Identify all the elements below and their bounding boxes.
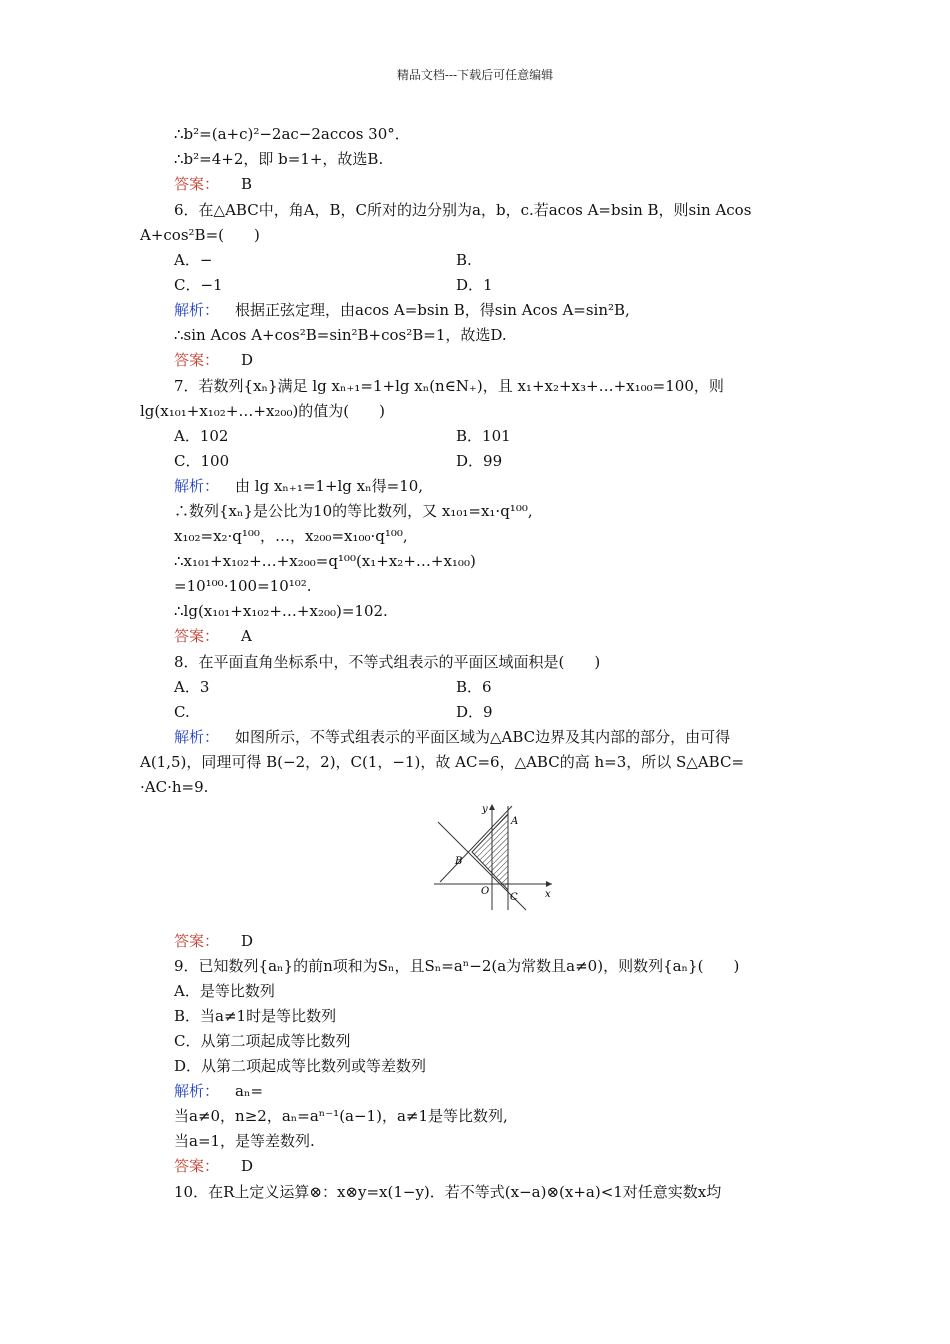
- solution-text: 根据正弦定理，由acos A=bsin B，得sin Acos A=sin²B,: [235, 301, 630, 319]
- text-line: ∴x₁₀₁+x₁₀₂+…+x₂₀₀=q¹⁰⁰(x₁+x₂+…+x₁₀₀): [174, 552, 476, 570]
- answer-label: 答案：: [174, 932, 220, 950]
- answer-line: [174, 626, 252, 646]
- solution-text: 如图所示，不等式组表示的平面区域为△ABC边界及其内部的部分，由可得: [235, 728, 731, 746]
- solution-label: 解析：: [174, 301, 220, 319]
- question-8-line-1: 8．在平面直角坐标系中，不等式组表示的平面区域面积是( ): [174, 653, 601, 671]
- text-line: A(1,5)，同理可得 B(−2，2)，C(1，−1)，故 AC=6，△ABC的高 h=3，所以 S△ABC=: [140, 753, 745, 771]
- answer-line: [174, 174, 252, 194]
- solution-line: [174, 1081, 263, 1101]
- question-6-line-2: A+cos²B=( ): [140, 226, 260, 244]
- label-o: O: [481, 886, 490, 897]
- answer-line: [174, 931, 253, 951]
- solution-line: [174, 727, 730, 747]
- option-c: C.: [174, 703, 190, 721]
- answer-line: [174, 350, 253, 370]
- text-line: ∴lg(x₁₀₁+x₁₀₂+…+x₂₀₀)=102.: [174, 602, 388, 620]
- answer-value: D: [241, 932, 254, 950]
- option-a: A．3: [174, 678, 210, 696]
- answer-label: 答案：: [174, 1157, 220, 1175]
- solution-label: 解析：: [174, 1082, 220, 1100]
- text-line: ·AC·h=9.: [140, 778, 209, 796]
- label-x: x: [545, 889, 551, 900]
- option-a: A．102: [174, 427, 229, 445]
- answer-value: D: [241, 351, 254, 369]
- solution-line: [174, 300, 630, 320]
- text-line: ∴b²=(a+c)²−2ac−2accos 30°．: [174, 125, 410, 143]
- answer-value: A: [241, 627, 252, 645]
- text-line: 当a≠0，n≥2，aₙ=aⁿ⁻¹(a−1)，a≠1是等比数列,: [174, 1107, 508, 1125]
- region-figure: [430, 802, 560, 912]
- text-line: x₁₀₂=x₂·q¹⁰⁰，…，x₂₀₀=x₁₀₀·q¹⁰⁰,: [174, 527, 408, 545]
- label-a: A: [511, 816, 519, 827]
- question-9-line-1: 9．已知数列{aₙ}的前n项和为Sₙ，且Sₙ=aⁿ−2(a为常数且a≠0)，则数列{aₙ}( ): [174, 957, 740, 975]
- solution-text: 由 lg xₙ₊₁=1+lg xₙ得=10,: [235, 477, 424, 495]
- text-line: ∴b²=4+2，即 b=1+，故选B.: [174, 150, 384, 168]
- option-c: C．从第二项起成等比数列: [174, 1032, 351, 1050]
- answer-line: [174, 1156, 253, 1176]
- text-line: ∴sin Acos A+cos²B=sin²B+cos²B=1，故选D.: [174, 326, 507, 344]
- answer-value: B: [241, 175, 253, 193]
- option-d: D．9: [456, 703, 493, 721]
- option-b: B．当a≠1时是等比数列: [174, 1007, 337, 1025]
- option-d: D．99: [456, 452, 503, 470]
- option-c: C．100: [174, 452, 230, 470]
- y-axis-arrow: [489, 804, 495, 810]
- text-line: =10¹⁰⁰·100=10¹⁰².: [174, 577, 312, 595]
- option-d: D．从第二项起成等比数列或等差数列: [174, 1057, 427, 1075]
- label-c: C: [510, 892, 518, 903]
- answer-label: 答案：: [174, 175, 220, 193]
- option-a: A．是等比数列: [174, 982, 275, 1000]
- option-b: B．6: [456, 678, 492, 696]
- question-6-line-1: 6．在△ABC中，角A，B，C所对的边分别为a，b，c.若acos A=bsin B，则sin Acos: [174, 201, 752, 219]
- answer-label: 答案：: [174, 351, 220, 369]
- solution-label: 解析：: [174, 477, 220, 495]
- answer-label: 答案：: [174, 627, 220, 645]
- question-7-line-1: 7．若数列{xₙ}满足 lg xₙ₊₁=1+lg xₙ(n∈N₊)，且 x₁+x₂+x₃+…+x₁₀₀=100，则: [174, 377, 724, 395]
- solution-label: 解析：: [174, 728, 220, 746]
- question-10-line-1: 10．在R上定义运算⊗：x⊗y=x(1−y)．若不等式(x−a)⊗(x+a)<1对任意实数x均: [174, 1183, 722, 1201]
- label-y: y: [482, 804, 488, 815]
- label-b: B: [455, 856, 463, 867]
- question-7-line-2: lg(x₁₀₁+x₁₀₂+…+x₂₀₀)的值为( ): [140, 402, 386, 420]
- answer-value: D: [241, 1157, 254, 1175]
- text-line: ∴数列{xₙ}是公比为10的等比数列，又 x₁₀₁=x₁·q¹⁰⁰,: [174, 502, 533, 520]
- option-a: A．−: [174, 251, 213, 269]
- option-d: D．1: [456, 276, 493, 294]
- x-axis-arrow: [546, 881, 552, 887]
- option-b: B．101: [456, 427, 511, 445]
- text-line: 当a=1，是等差数列.: [174, 1132, 315, 1150]
- page-header: 精品文档---下载后可任意编辑: [396, 68, 554, 82]
- option-b: B.: [456, 251, 472, 269]
- option-c: C．−1: [174, 276, 223, 294]
- solution-line: [174, 476, 423, 496]
- solution-text: aₙ=: [235, 1082, 264, 1100]
- shaded-region: [472, 814, 508, 890]
